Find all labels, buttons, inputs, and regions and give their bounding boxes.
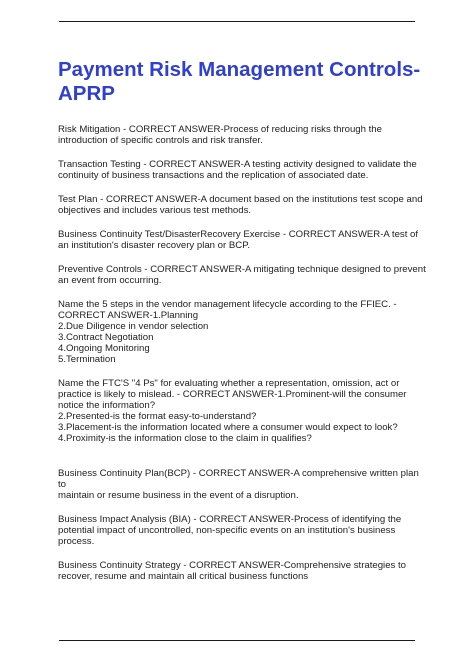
top-rule <box>59 21 415 22</box>
document-body <box>58 124 428 595</box>
paragraph-risk-mitigation: Risk Mitigation - CORRECT ANSWER-Process of reducing risks through the introduction of specific controls and risk transfer. <box>58 124 382 146</box>
paragraph-vendor-lifecycle: Name the 5 steps in the vendor management lifecycle according to the FFIEC. - CORRECT ANSWER-1.Planning 2.Due Diligence in vendor selection 3.Contract Negotiation 4.Ongoing Monitoring 5.Termination <box>58 299 397 365</box>
paragraph-test-plan: Test Plan - CORRECT ANSWER-A document based on the institutions test scope and objectives and includes various test methods. <box>58 194 423 216</box>
paragraph-ftc-4ps: Name the FTC'S "4 Ps" for evaluating whether a representation, omission, act or practice is likely to mislead. - CORRECT ANSWER-1.Prominent-will the consumer notice the information? 2.Presented-is the format easy-to-understand? 3.Placement-is the information located where a consumer would expect to look? 4.Proximity-is the information close to the claim in qualifies? <box>58 378 407 444</box>
paragraph-transaction-testing: Transaction Testing - CORRECT ANSWER-A testing activity designed to validate the continuity of business transactions and the replication of associated date. <box>58 159 417 181</box>
paragraph-bc-test: Business Continuity Test/DisasterRecovery Exercise - CORRECT ANSWER-A test of an institution's disaster recovery plan or BCP. <box>58 229 419 251</box>
page-title: Payment Risk Management Controls-APRP <box>58 58 421 105</box>
paragraph-bc-strategy: Business Continuity Strategy - CORRECT ANSWER-Comprehensive strategies to recover, resume and maintain all critical business functions <box>58 560 406 582</box>
paragraph-bia: Business Impact Analysis (BIA) - CORRECT ANSWER-Process of identifying the potential impact of uncontrolled, non-specific events on an institution's business process. <box>58 514 402 547</box>
bottom-rule <box>59 640 415 641</box>
paragraph-bcp: Business Continuity Plan(BCP) - CORRECT ANSWER-A comprehensive written plan to maintain or resume business in the event of a disruption. <box>58 468 419 501</box>
paragraph-preventive-controls: Preventive Controls - CORRECT ANSWER-A mitigating technique designed to prevent an event from occurring. <box>58 264 426 286</box>
